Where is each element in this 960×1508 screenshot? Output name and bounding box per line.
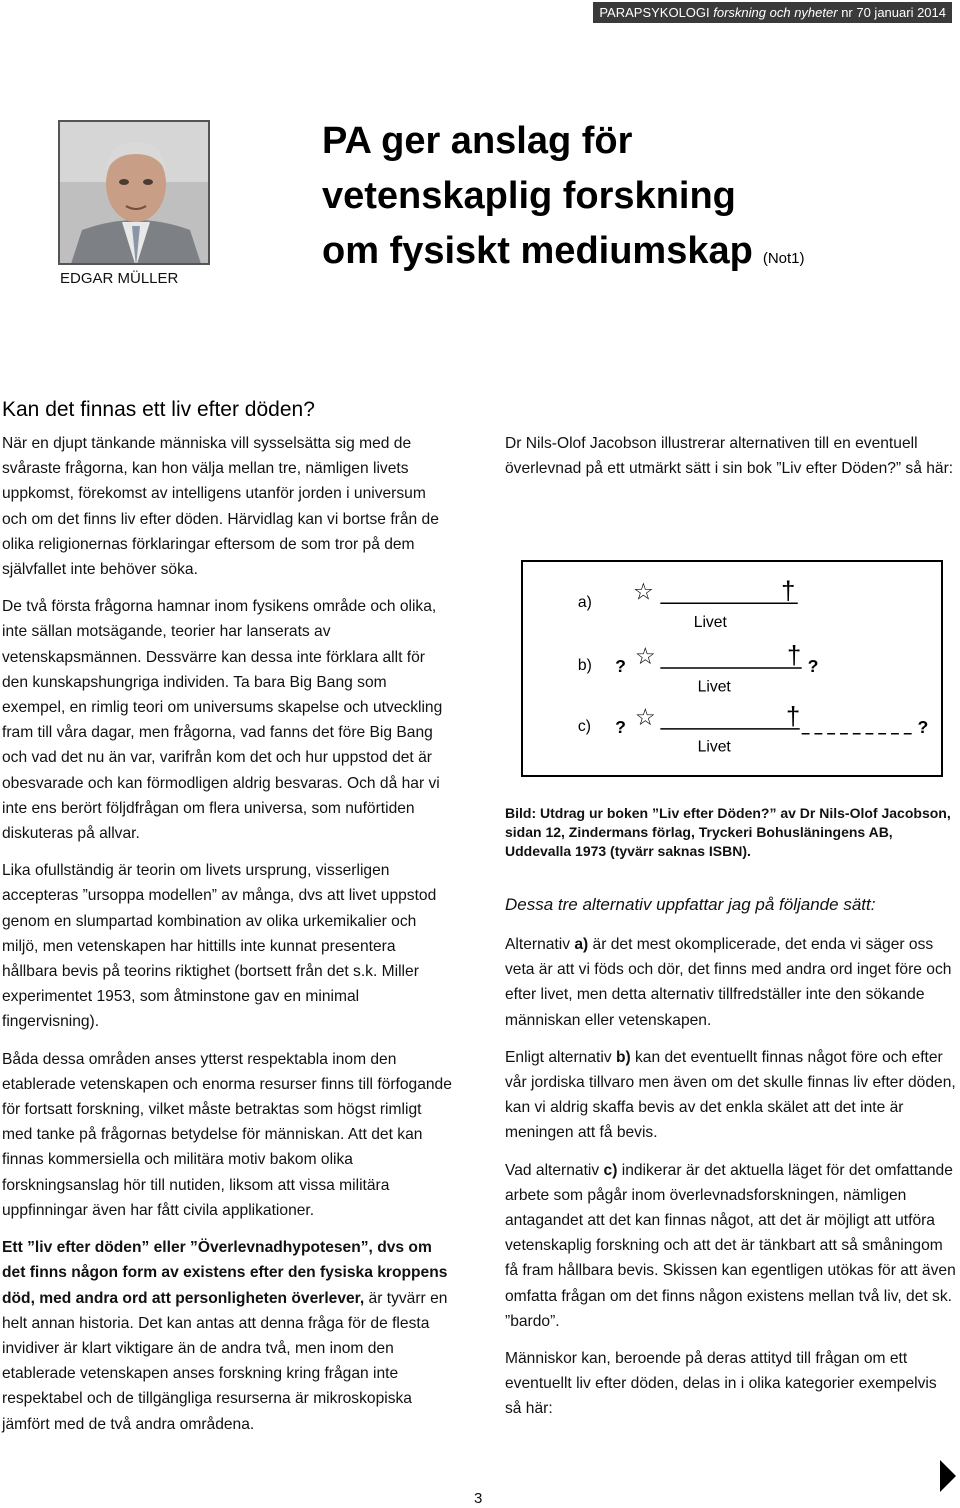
figure-caption: Bild: Utdrag ur boken ”Liv efter Döden?” av Dr Nils-Olof Jacobson, sidan 12, Zindermans förlag, Tryckeri Bohusläningens AB, Uddevalla 1973 (tyvärr saknas ISBN).: [505, 805, 951, 859]
photo-caption: EDGAR MÜLLER: [60, 270, 179, 287]
paragraph-5-rest: är tyvärr en helt annan historia. Det kan antas att denna fråga för de flesta invidiver är klart viktigare än de andra två, men inom den etablerade vetenskapen anses forskning kring frågan inte respektabel och de tillgängliga resurserna är mikroskopiska jämfört med de två andra områdena.: [2, 1289, 448, 1433]
left-paragraph-2: De två första frågorna hamnar inom fysikens område och olika, inte sällan motsägande, teorier har lanserats av vetenskapsmännen. Dessvärre kan dessa inte förklara allt för den kunskapshungriga individen. Ta bara Big Bang som exempel, en rimlig teori om universums skapelse och utveckling fram till våra dagar, men frågorna, vad fanns det före Big Bang och vad det nu än var, varifrån kom det och hur uppstod det är obesvarade och kan förmodligen aldrig besvaras. Och då har vi inte ens berört följdfrågan om flera universa, som nuförtiden diskuteras på allvar.: [2, 598, 443, 843]
title-line-3-wrapper: [322, 224, 805, 286]
header-issue: nr 70 januari 2014: [841, 5, 946, 20]
right-paragraph-1: [505, 932, 957, 1033]
row-c-left-question: ?: [615, 716, 626, 737]
death-cross-icon: †: [785, 702, 801, 731]
row-c-label: c): [577, 717, 591, 735]
text-span: indikerar är det aktuella läget för det omfattande arbete som pågår inom överlevnadsforskningen, nämligen antagandet att det kan finnas något, att det är möjligt att utföra vetenskaplig forskning och att det är tänkbart att så småningom få fram hållbara bevis. Skissen kan egentligen utökas för att även omfatta frågan om det finns någon existens mellan två liv, det sk. ”bardo”.: [505, 1161, 956, 1330]
alternative-key: c): [603, 1161, 618, 1179]
life-diagram-svg: [523, 562, 941, 775]
title-line-3: om fysiskt mediumskap: [322, 230, 753, 272]
right-intro: [505, 431, 957, 493]
left-paragraph-5: [2, 1235, 452, 1437]
alternative-key: b): [615, 1048, 631, 1066]
row-b-left-question: ?: [615, 655, 626, 676]
text-span: Vad alternativ: [505, 1161, 604, 1179]
life-diagram: [521, 560, 943, 777]
right-column: [505, 932, 957, 1434]
paragraph-5-bold-lead: Ett ”liv efter döden” eller ”Överlevnadhypotesen”, dvs om det finns någon form av existens efter den fysiska kroppens död, med andra ord att personligheten överlever,: [2, 1239, 448, 1307]
birth-star-icon: ☆: [634, 643, 656, 670]
death-cross-icon: †: [786, 642, 802, 671]
article-title: [322, 114, 805, 286]
birth-star-icon: ☆: [634, 703, 656, 730]
left-paragraph-1: När en djupt tänkande människa vill sysselsätta sig med de svåraste frågorna, kan hon välja mellan tre, nämligen livets uppkomst, förekomst av intelligens utanför jorden i universum och om det finns liv efter döden. Härvidlag kan vi bortse från de olika religionernas förklaringar eftersom de som tror på dem självfallet inte behöver söka.: [2, 435, 439, 579]
row-a-line-label: Livet: [693, 613, 727, 631]
left-column: [2, 431, 452, 1449]
row-b-line-label: Livet: [697, 678, 731, 696]
title-line-2: vetenskaplig forskning: [322, 175, 736, 217]
row-b-right-question: ?: [807, 655, 819, 676]
death-cross-icon: †: [781, 577, 796, 606]
row-c-line-label: Livet: [697, 738, 731, 756]
left-paragraph-4: Båda dessa områden anses ytterst respektabla inom den etablerade vetenskapen och enorma resurser finns till förfogande för fortsatt forskning, vilket måste betraktas som högst rimligt med tanke på frågornas betydelse för människan. Att det kan finnas kommersiella och militära motiv bakom olika forskningsanslag hör till nutiden, liksom att vissa militära uppfinningar även har fått civila applikationer.: [2, 1050, 452, 1219]
text-span: kan det eventuellt finnas något före och efter vår jordiska tillvaro men även om det skulle finnas liv efter döden, kan vi aldrig skaffa bevis av det enkla skälet att det inte är meningen att få bevis.: [505, 1048, 956, 1142]
alternative-key: a): [574, 936, 589, 953]
alternatives-subheading: Dessa tre alternativ uppfattar jag på följande sätt:: [505, 895, 876, 914]
title-line-1: PA ger anslag för: [322, 120, 633, 162]
author-photo: [58, 120, 210, 265]
header-subtitle: forskning och nyheter: [713, 5, 838, 20]
title-note: (Not1): [762, 250, 805, 267]
right-paragraph-4: Människor kan, beroende på deras attityd till frågan om ett eventuellt liv efter döden, delas in i olika kategorier exempelvis så här:: [505, 1350, 937, 1418]
lead-heading: Kan det finnas ett liv efter döden?: [2, 398, 315, 421]
page-number: 3: [474, 1490, 483, 1507]
next-page-arrow-icon[interactable]: [940, 1460, 956, 1492]
left-paragraph-3: Lika ofullständig är teorin om livets ursprung, visserligen accepteras ”ursoppa modellen” av många, dvs att livet uppstod genom en slumpartad kombination av olika urkemikalier och miljö, men vetenskapen har hittills inte kunnat presentera hållbara bevis på teorins riktighet (bortsett från det s.k. Miller experimentet 1953, som åtminstone gav en minimal fingervisning).: [2, 862, 437, 1031]
text-span: är det mest okomplicerade, det enda vi säger oss veta är att vi föds och dör, det finns med andra ord inget före och efter livet, men detta alternativ tillfredställer inte den sökande människan eller vetenskapen.: [505, 936, 952, 1029]
row-c-right-question: ?: [917, 716, 929, 737]
text-span: Alternativ: [505, 936, 575, 953]
right-intro-paragraph: Dr Nils-Olof Jacobson illustrerar alternativen till en eventuell överlevnad på ett utmärkt sätt i sin bok ”Liv efter Döden?” så här:: [505, 435, 954, 478]
running-header: [593, 2, 952, 23]
row-a-label: a): [577, 594, 592, 612]
right-paragraph-3: [505, 1158, 957, 1334]
right-paragraph-2: [505, 1045, 957, 1146]
header-publication: PARAPSYKOLOGI: [599, 5, 710, 20]
portrait-image: [60, 122, 210, 265]
row-b-label: b): [577, 656, 592, 674]
birth-star-icon: ☆: [632, 578, 654, 605]
text-span: Enligt alternativ: [505, 1048, 616, 1066]
